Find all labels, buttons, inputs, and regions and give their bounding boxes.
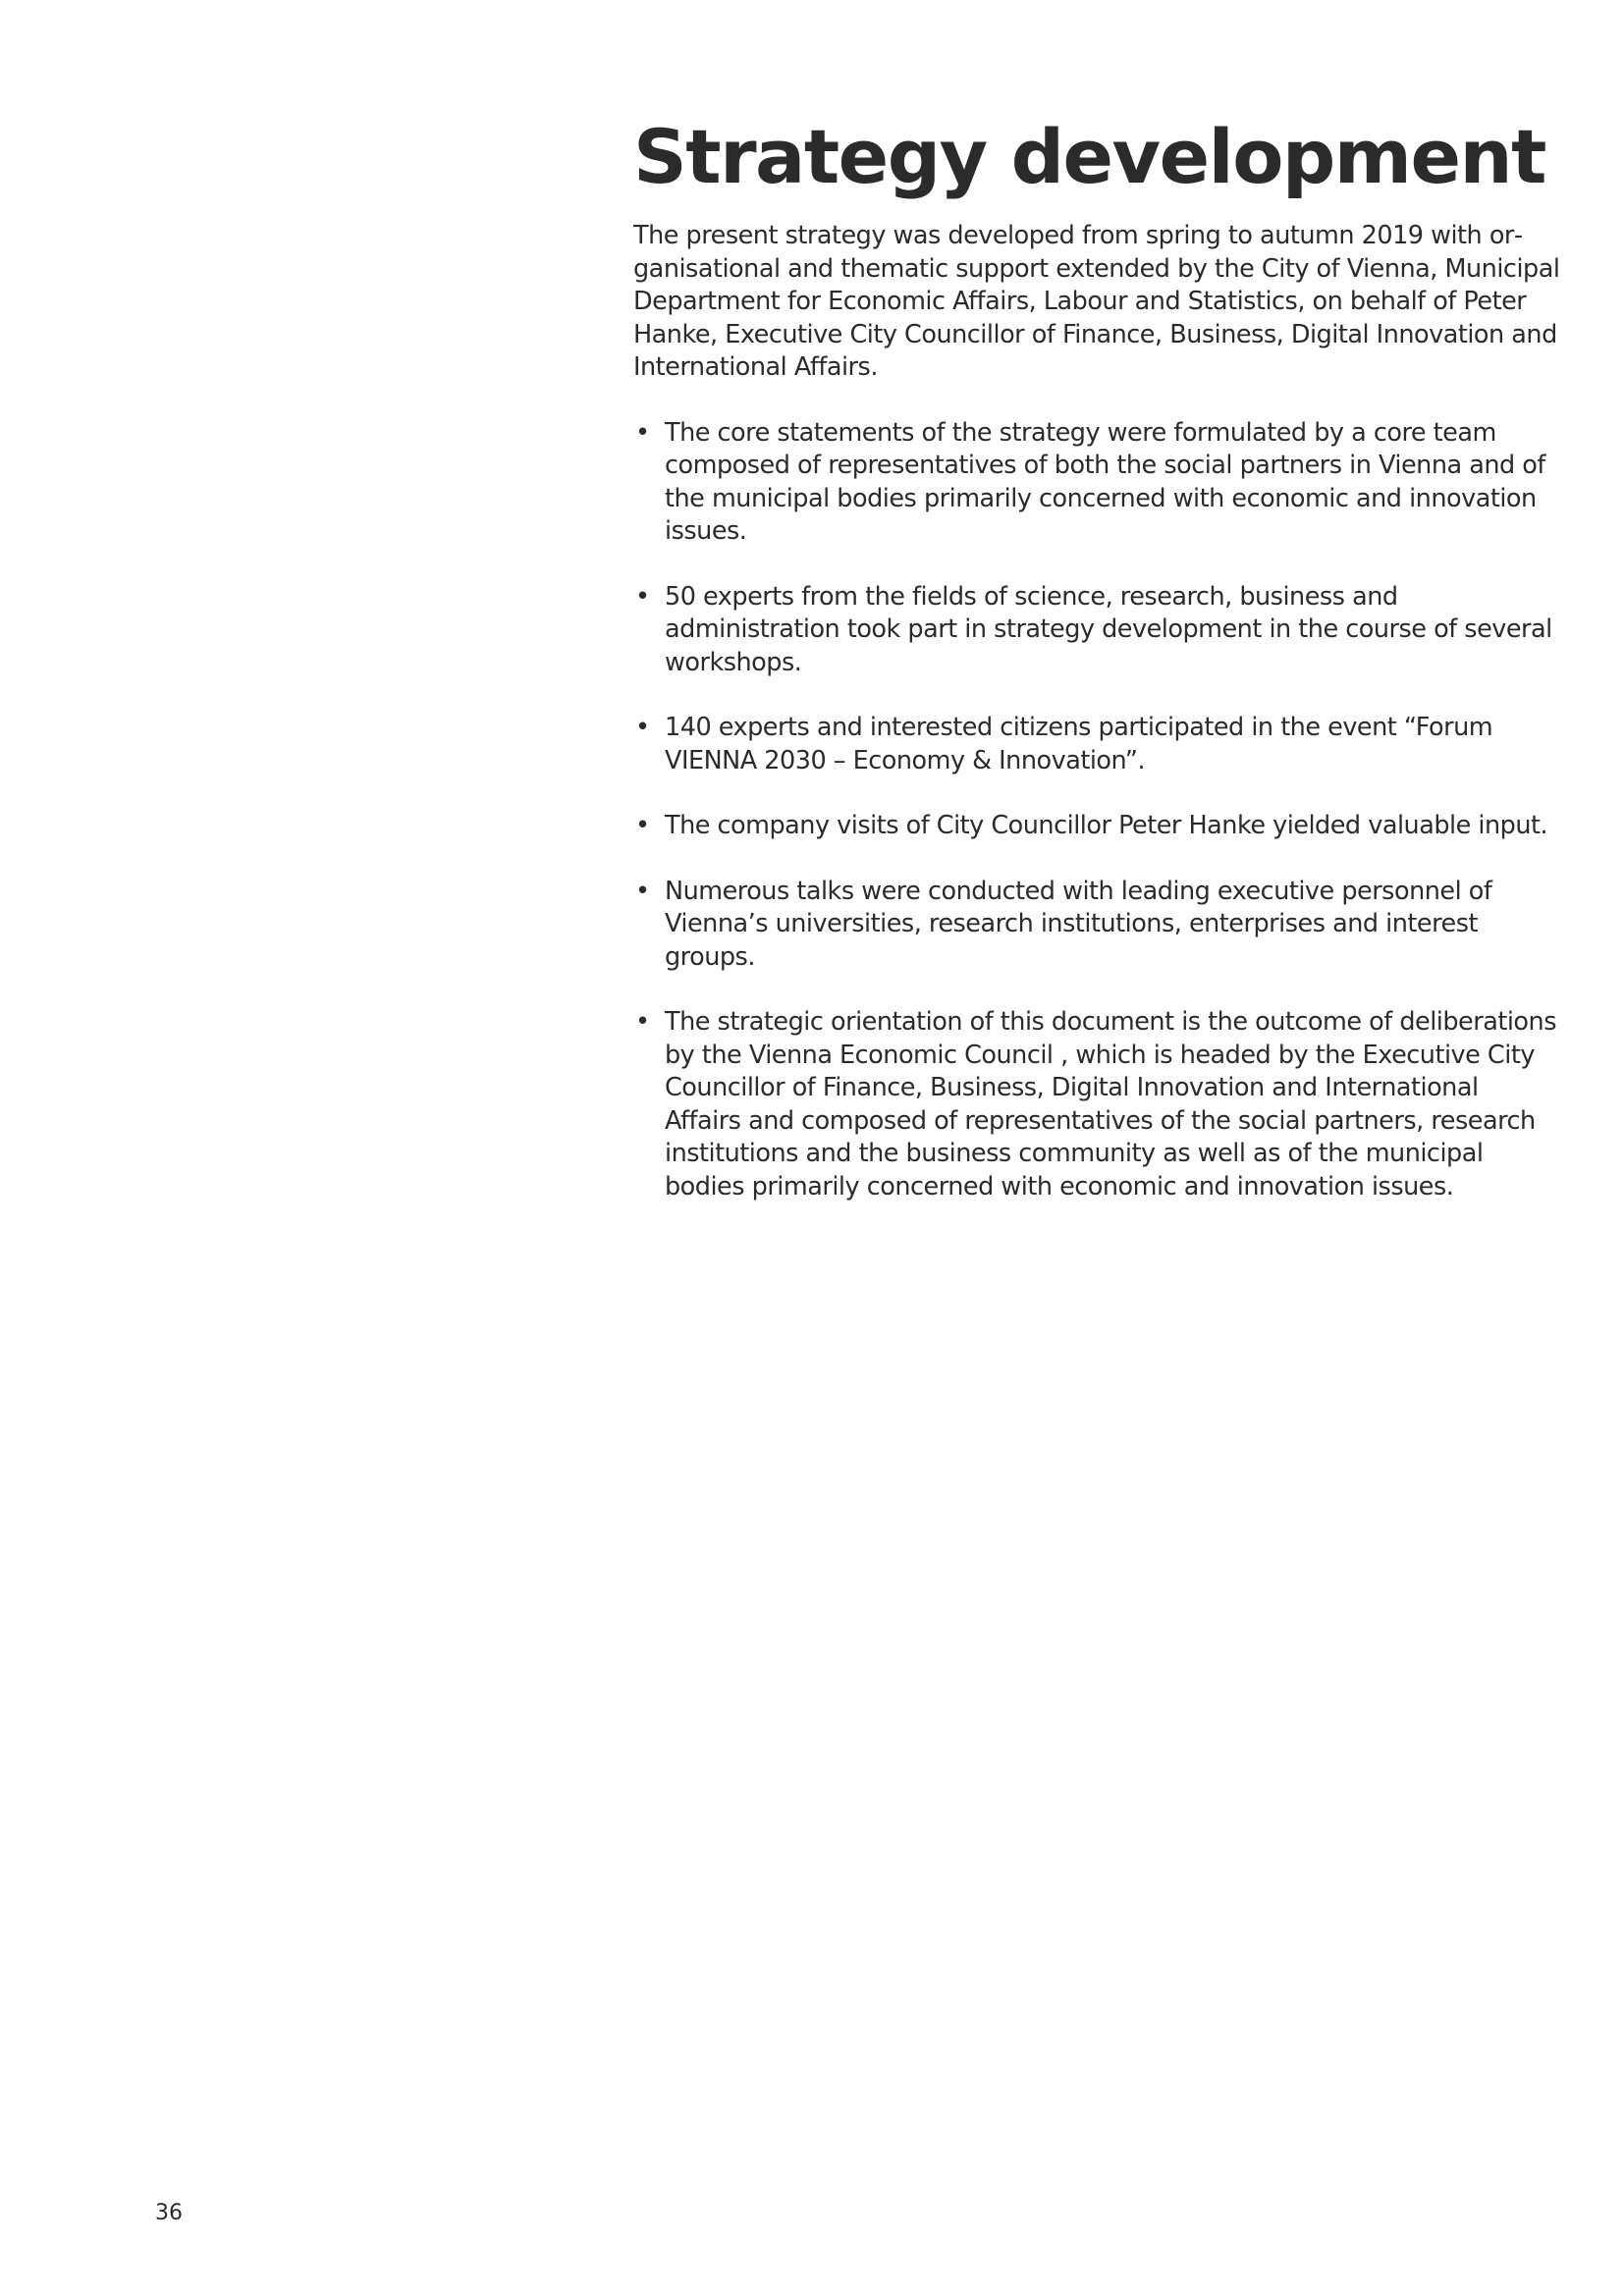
list-item-text: 50 experts from the fields of science, research, business and administration took part in strategy development in the course of several workshops. <box>665 581 1552 677</box>
intro-paragraph: The present strategy was developed from spring to autumn 2019 with organisational and thematic support extended by the City of Vienna, Municipal Department for Economic Affairs, Labour and Statistics, on behalf of Peter Hanke, Executive City Councillor of Finance, Business, Digital Innovation and International Affairs. <box>633 221 1560 382</box>
list-item-text: Numerous talks were conducted with leading executive personnel of Vienna’s universities, research institutions, enterprises and interest groups. <box>665 876 1492 972</box>
list-item <box>633 810 1561 843</box>
bullet-list <box>633 417 1561 1204</box>
list-item-text: The strategic orientation of this document is the outcome of deliberations by the Vienna Economic Council , which is headed by the Executive City Councillor of Finance, Business, Digital Innovation and International Affairs and composed of representatives of the social partners, research institutions and the business community as well as of the municipal bodies primarily concerned with economic and innovation issues. <box>665 1007 1556 1201</box>
bullet-icon: • <box>635 713 650 742</box>
list-item-text: The company visits of City Councillor Peter Hanke yielded valuable input. <box>665 811 1548 840</box>
bullet-icon: • <box>635 417 650 448</box>
page-title: Strategy development <box>633 113 1545 200</box>
list-item <box>633 712 1561 777</box>
list-item <box>633 1006 1561 1203</box>
bullet-icon: • <box>635 811 650 840</box>
list-item <box>633 417 1561 549</box>
list-item-text: The core statements of the strategy were formulated by a core team composed of representatives of both the social partners in Vienna and of the municipal bodies primarily concerned with economic and innovation issues. <box>665 417 1545 546</box>
page-number: 36 <box>155 2201 183 2225</box>
list-item <box>633 876 1561 975</box>
bullet-icon: • <box>635 876 650 906</box>
list-item <box>633 581 1561 680</box>
main-content <box>633 113 1561 1236</box>
bullet-icon: • <box>635 581 650 612</box>
bullet-icon: • <box>635 1007 650 1037</box>
list-item-text: 140 experts and interested citizens participated in the event “Forum VIENNA 2030 – Economy & Innovation”. <box>665 713 1493 775</box>
